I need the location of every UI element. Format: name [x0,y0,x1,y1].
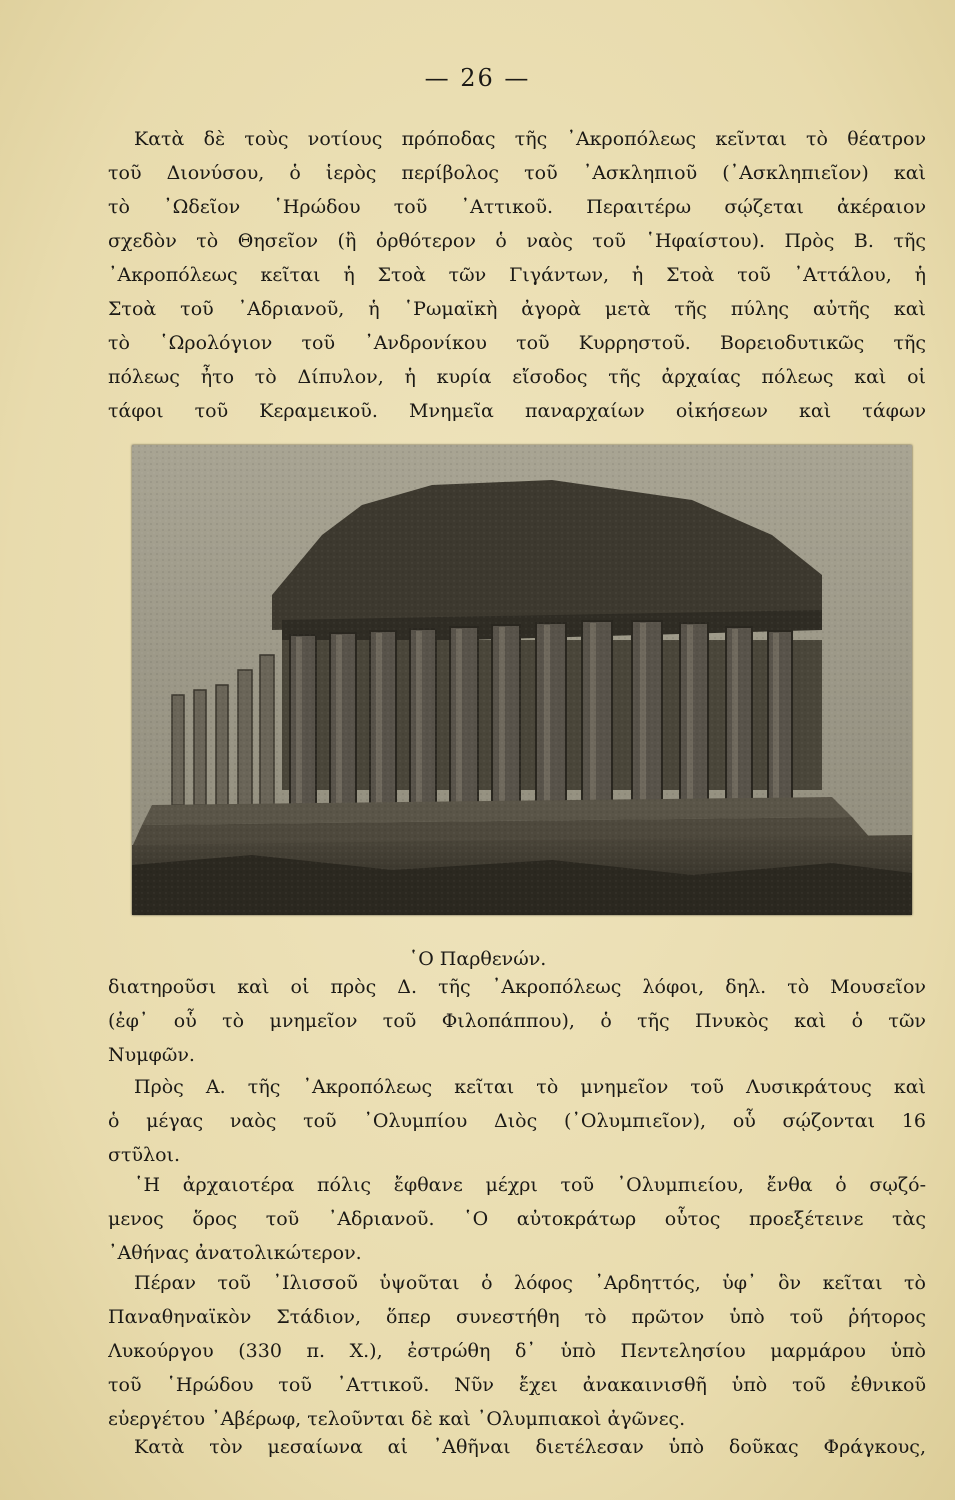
paragraph-west-hills [108,970,926,1072]
text-line: στῦλοι. [108,1144,181,1166]
text-line: τάφοι τοῦ Κεραμεικοῦ. Μνημεῖα παναρχαίων οἰκήσεων καὶ τάφων [108,400,926,422]
text-line: Πέραν τοῦ ᾿Ιλισσοῦ ὑψοῦται ὁ λόφος ᾿Αρδηττός, ὑφ᾿ ὃν κεῖται τὸ [134,1272,926,1294]
text-line: μενος ὅρος τοῦ ᾿Αδριανοῦ. ῾Ο αὐτοκράτωρ οὗτος προεξέτεινε τὰς [108,1208,926,1230]
text-line: πόλεως ἦτο τὸ Δίπυλον, ἡ κυρία εἴσοδος τῆς ἀρχαίας πόλεως καὶ οἱ [108,366,926,388]
text-line: Παναθηναϊκὸν Στάδιον, ὅπερ συνεστήθη τὸ πρῶτον ὑπὸ τοῦ ῥήτορος [108,1306,926,1328]
paragraph-ancient-city [108,1168,926,1270]
paragraph-stadium [108,1266,926,1436]
text-line: (ἐφ᾿ οὗ τὸ μνημεῖον τοῦ Φιλοπάππου), ὁ τῆς Πνυκὸς καὶ ὁ τῶν [108,1010,926,1032]
text-line: ᾿Αθήνας ἀνατολικώτερον. [108,1242,362,1264]
paragraph-east-monuments [108,1070,926,1172]
text-line: τοῦ ῾Ηρώδου τοῦ ᾿Αττικοῦ. Νῦν ἔχει ἀνακαινισθῆ ὑπὸ τοῦ ἐθνικοῦ [108,1374,926,1396]
text-line: Λυκούργου (330 π. Χ.), ἐστρώθη δ᾿ ὑπὸ Πεντελησίου μαρμάρου ὑπὸ [108,1340,926,1362]
text-line: Στοὰ τοῦ ᾿Αδριανοῦ, ἡ ῾Ρωμαϊκὴ ἀγορὰ μετὰ τῆς πύλης αὐτῆς καὶ [108,298,926,320]
text-line: Πρὸς Α. τῆς ᾿Ακροπόλεως κεῖται τὸ μνημεῖον τοῦ Λυσικράτους καὶ [134,1076,926,1098]
paragraph-south-slopes [108,122,926,428]
photo-caption: ῾Ο Παρθενών. [408,948,547,970]
text-line: ῾Η ἀρχαιοτέρα πόλις ἔφθανε μέχρι τοῦ ᾿Ολυμπιείου, ἔνθα ὁ σῳζό- [134,1174,926,1196]
parthenon-illustration [132,445,912,915]
text-line: Κατὰ τὸν μεσαίωνα αἱ ᾿Αθῆναι διετέλεσαν ὑπὸ δοῦκας Φράγκους, [134,1436,926,1458]
text-line: ὁ μέγας ναὸς τοῦ ᾿Ολυμπίου Διὸς (᾿Ολυμπιεῖον), οὗ σῴζονται 16 [108,1110,926,1132]
text-line: τὸ ῾Ωρολόγιον τοῦ ᾿Ανδρονίκου τοῦ Κυρρηστοῦ. Βορειοδυτικῶς τῆς [108,332,926,354]
text-line: Νυμφῶν. [108,1044,195,1066]
parthenon-photograph [132,445,912,915]
page-number: — 26 — [424,64,531,92]
paragraph-middle-ages [108,1430,926,1464]
text-line: Κατὰ δὲ τοὺς νοτίους πρόποδας τῆς ᾿Ακροπόλεως κεῖνται τὸ θέατρον [134,128,926,150]
text-line: εὐεργέτου ᾿Αβέρωφ, τελοῦνται δὲ καὶ ᾿Ολυμπιακοὶ ἀγῶνες. [108,1408,686,1430]
text-line: σχεδὸν τὸ Θησεῖον (ἢ ὀρθότερον ὁ ναὸς τοῦ ῾Ηφαίστου). Πρὸς Β. τῆς [108,230,926,252]
text-line: τὸ ᾿Ωδεῖον ῾Ηρώδου τοῦ ᾿Αττικοῦ. Περαιτέρω σῴζεται ἀκέραιον [108,196,926,218]
text-line: ᾿Ακροπόλεως κεῖται ἡ Στοὰ τῶν Γιγάντων, ἡ Στοὰ τοῦ ᾿Αττάλου, ἡ [108,264,926,286]
text-line: διατηροῦσι καὶ οἱ πρὸς Δ. τῆς ᾿Ακροπόλεως λόφοι, δηλ. τὸ Μουσεῖον [108,976,926,998]
text-line: τοῦ Διονύσου, ὁ ἱερὸς περίβολος τοῦ ᾿Ασκληπιοῦ (᾿Ασκληπιεῖον) καὶ [108,162,926,184]
